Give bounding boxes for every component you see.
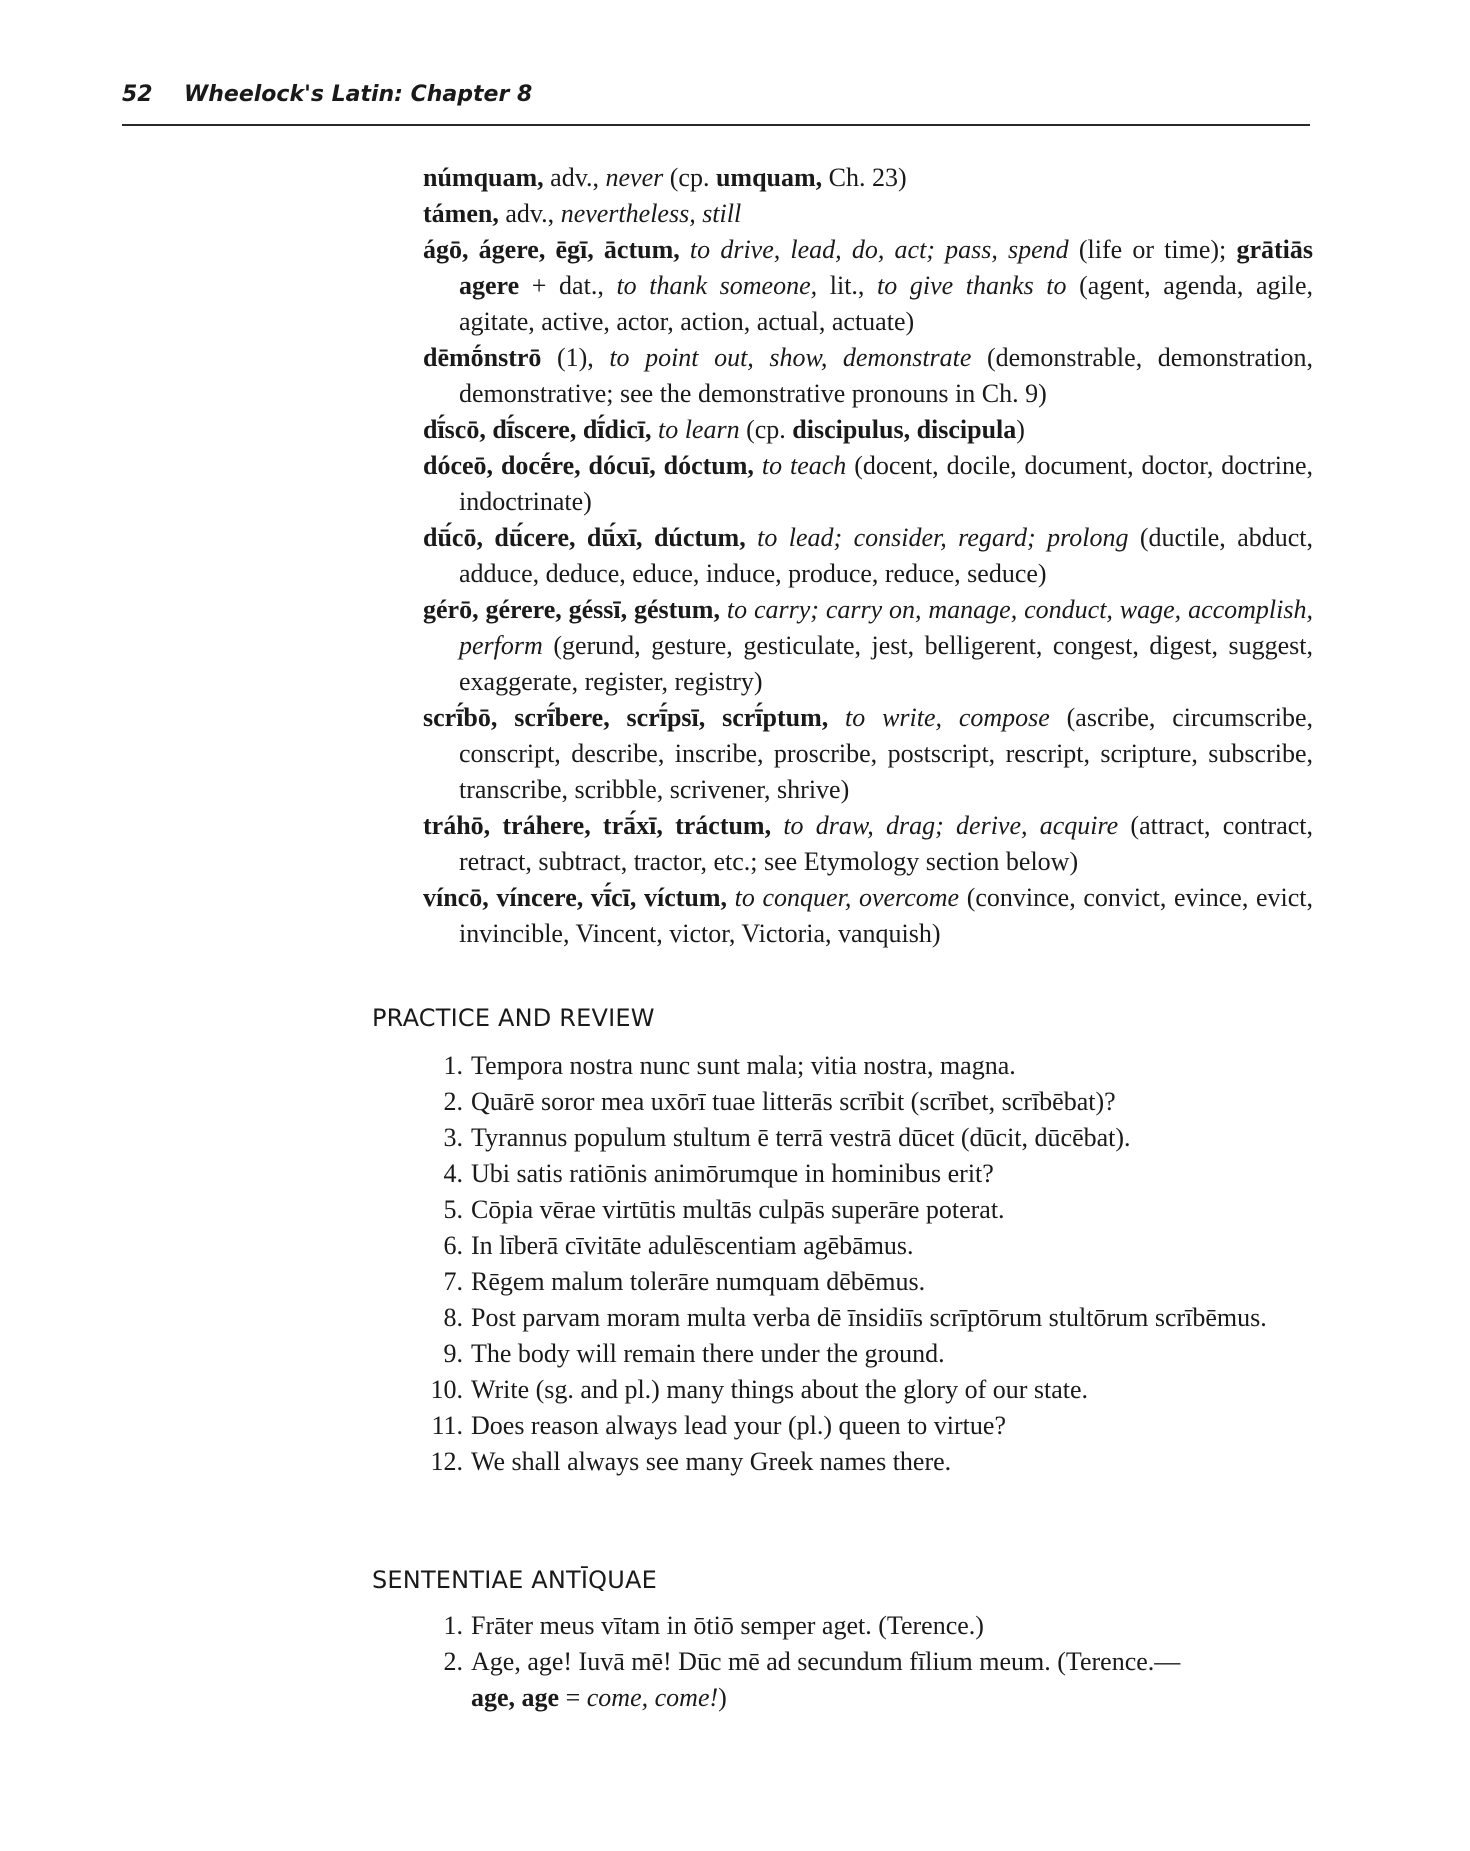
vocab-entry: gérō, gérere, géssī, géstum, to carry; carry on, manage, conduct, wage, accomplish, perform (gerund, gesture, gesticulate, jest, belligerent, congest, digest, suggest, exaggerate, register, registry) [423, 595, 1313, 696]
list-item: 1. Frāter meus vītam in ōtiō semper aget. (Terence.) [443, 1611, 984, 1640]
list-item: 7. Rēgem malum tolerāre numquam dēbēmus. [443, 1267, 926, 1296]
sententiae-heading: SENTENTIAE ANTĪQUAE [372, 1566, 658, 1594]
list-item: 10. Write (sg. and pl.) many things about the glory of our state. [430, 1375, 1089, 1404]
vocab-entry: víncō, víncere, vī́cī, víctum, to conquer, overcome (convince, convict, evince, evict, invincible, Vincent, victor, Victoria, vanquish) [423, 883, 1313, 948]
vocab-entry: dī́scō, dī́scere, dī́dicī, to learn (cp. discipulus, discipula) [423, 415, 1025, 444]
vocabulary-list [423, 160, 1313, 952]
list-item: 9. The body will remain there under the ground. [443, 1339, 945, 1368]
page-header [122, 76, 1310, 126]
vocab-entry: númquam, adv., never (cp. umquam, Ch. 23) [423, 163, 907, 192]
sententiae-list [423, 1608, 1313, 1716]
list-item: 8. Post parvam moram multa verba dē īnsidiīs scrīptōrum stultōrum scrībēmus. [443, 1303, 1267, 1332]
vocab-entry: ágō, ágere, ēgī, āctum, to drive, lead, do, act; pass, spend (life or time); grātiās agere + dat., to thank someone, lit., to give thanks to (agent, agenda, agile, agitate, active, actor, action, actual, actuate) [423, 235, 1313, 336]
list-item: 2. Quārē soror mea uxōrī tuae litterās scrībit (scrībet, scrībēbat)? [443, 1087, 1116, 1116]
list-item: 2. Age, age! Iuvā mē! Dūc mē ad secundum fīlium meum. (Terence.— age, age = come, come!) [443, 1647, 1181, 1712]
vocab-entry: dū́cō, dū́cere, dū́xī, dúctum, to lead; consider, regard; prolong (ductile, abduct, adduce, deduce, educe, induce, produce, reduce, seduce) [423, 523, 1314, 588]
page-number: 52 [122, 82, 153, 107]
list-item: 5. Cōpia vērae virtūtis multās culpās superāre poterat. [443, 1195, 1005, 1224]
list-item: 11. Does reason always lead your (pl.) queen to virtue? [431, 1411, 1006, 1440]
vocab-entry: dóceō, docḗre, dócuī, dóctum, to teach (docent, docile, document, doctor, doctrine, indoctrinate) [423, 451, 1313, 516]
list-item: 3. Tyrannus populum stultum ē terrā vestrā dūcet (dūcit, dūcēbat). [443, 1123, 1131, 1152]
list-item: 6. In līberā cīvitāte adulēscentiam agēbāmus. [443, 1231, 914, 1260]
list-item: 4. Ubi satis ratiōnis animōrumque in hominibus erit? [443, 1159, 994, 1188]
vocab-entry: dēmṓnstrō (1), to point out, show, demonstrate (demonstrable, demonstration, demonstrative; see the demonstrative pronouns in Ch. 9) [423, 343, 1313, 408]
list-item: 1. Tempora nostra nunc sunt mala; vitia nostra, magna. [443, 1051, 1016, 1080]
list-item: 12. We shall always see many Greek names there. [430, 1447, 952, 1476]
vocab-entry: tráhō, tráhere, trā́xī, tráctum, to draw, drag; derive, acquire (attract, contract, retract, subtract, tractor, etc.; see Etymology section below) [423, 811, 1313, 876]
vocab-entry: támen, adv., nevertheless, still [423, 199, 742, 228]
practice-list [423, 1048, 1313, 1480]
vocab-entry: scrī́bō, scrī́bere, scrī́psī, scrī́ptum, to write, compose (ascribe, circumscribe, conscript, describe, inscribe, proscribe, postscript, rescript, scripture, subscribe, transcribe, scribble, scrivener, shrive) [423, 703, 1313, 804]
practice-heading: PRACTICE AND REVIEW [372, 1004, 655, 1032]
running-title: Wheelock's Latin: Chapter 8 [184, 82, 533, 107]
